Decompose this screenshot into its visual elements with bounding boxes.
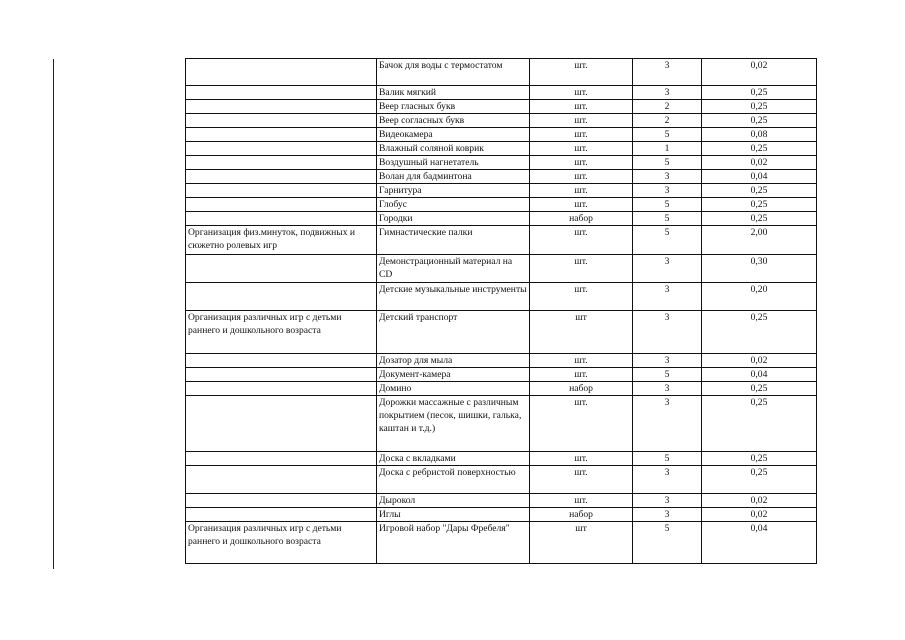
table-row	[186, 86, 817, 100]
quantity-cell: 3	[633, 311, 702, 354]
unit-cell: шт.	[530, 255, 633, 283]
item-name: Бачок для воды с термостатом	[377, 59, 530, 86]
item-name: Веер гласных букв	[377, 100, 530, 114]
activity-cell	[186, 156, 377, 170]
quantity-cell: 3	[633, 184, 702, 198]
quantity-cell: 5	[633, 522, 702, 564]
activity-cell	[186, 382, 377, 396]
table-row	[186, 128, 817, 142]
value-cell: 0,25	[702, 452, 817, 466]
table-row	[186, 354, 817, 368]
activity-cell	[186, 283, 377, 311]
quantity-cell: 5	[633, 368, 702, 382]
item-name: Волан для бадминтона	[377, 170, 530, 184]
unit-cell: шт.	[530, 59, 633, 86]
table-row	[186, 494, 817, 508]
unit-cell: набор	[530, 382, 633, 396]
activity-cell	[186, 86, 377, 100]
table-row	[186, 142, 817, 156]
table-row	[186, 59, 817, 86]
item-name: Воздушный нагнетатель	[377, 156, 530, 170]
activity-cell: Организация различных игр с детьми раннего и дошкольного возраста	[186, 311, 377, 354]
quantity-cell: 5	[633, 212, 702, 226]
table-row	[186, 452, 817, 466]
value-cell: 0,25	[702, 396, 817, 452]
activity-cell	[186, 100, 377, 114]
unit-cell: шт.	[530, 354, 633, 368]
item-name: Влажный соляной коврик	[377, 142, 530, 156]
unit-cell: шт	[530, 522, 633, 564]
value-cell: 0,25	[702, 311, 817, 354]
activity-cell	[186, 494, 377, 508]
value-cell: 0,25	[702, 86, 817, 100]
value-cell: 0,25	[702, 198, 817, 212]
unit-cell: шт	[530, 311, 633, 354]
item-name: Веер согласных букв	[377, 114, 530, 128]
table-row	[186, 212, 817, 226]
quantity-cell: 3	[633, 494, 702, 508]
table-row	[186, 100, 817, 114]
quantity-cell: 1	[633, 142, 702, 156]
unit-cell: шт.	[530, 452, 633, 466]
value-cell: 0,04	[702, 170, 817, 184]
item-name: Валик мягкий	[377, 86, 530, 100]
value-cell: 0,25	[702, 382, 817, 396]
table-row	[186, 466, 817, 494]
table-row	[186, 522, 817, 564]
unit-cell: шт.	[530, 226, 633, 255]
table-row	[186, 170, 817, 184]
unit-cell: набор	[530, 212, 633, 226]
equipment-table	[185, 58, 817, 564]
item-name: Городки	[377, 212, 530, 226]
value-cell: 0,02	[702, 156, 817, 170]
item-name: Детские музыкальные инструменты	[377, 283, 530, 311]
quantity-cell: 2	[633, 114, 702, 128]
activity-cell	[186, 142, 377, 156]
table-row	[186, 156, 817, 170]
value-cell: 0,08	[702, 128, 817, 142]
quantity-cell: 3	[633, 382, 702, 396]
value-cell: 0,20	[702, 283, 817, 311]
activity-cell	[186, 170, 377, 184]
activity-cell: Организация различных игр с детьми раннего и дошкольного возраста	[186, 522, 377, 564]
table-row	[186, 114, 817, 128]
quantity-cell: 5	[633, 156, 702, 170]
item-name: Иглы	[377, 508, 530, 522]
quantity-cell: 2	[633, 100, 702, 114]
activity-cell	[186, 114, 377, 128]
value-cell: 0,25	[702, 142, 817, 156]
activity-cell	[186, 212, 377, 226]
unit-cell: шт.	[530, 184, 633, 198]
activity-cell	[186, 466, 377, 494]
unit-cell: шт.	[530, 156, 633, 170]
table-row	[186, 226, 817, 255]
quantity-cell: 5	[633, 198, 702, 212]
quantity-cell: 5	[633, 226, 702, 255]
table-row	[186, 396, 817, 452]
quantity-cell: 3	[633, 354, 702, 368]
unit-cell: набор	[530, 508, 633, 522]
activity-cell	[186, 59, 377, 86]
unit-cell: шт.	[530, 283, 633, 311]
value-cell: 0,04	[702, 522, 817, 564]
table-row	[186, 184, 817, 198]
item-name: Домино	[377, 382, 530, 396]
activity-cell: Организация физ.минуток, подвижных и сюжетно ролевых игр	[186, 226, 377, 255]
value-cell: 0,25	[702, 100, 817, 114]
activity-cell	[186, 396, 377, 452]
activity-cell	[186, 368, 377, 382]
value-cell: 0,30	[702, 255, 817, 283]
quantity-cell: 3	[633, 396, 702, 452]
quantity-cell: 3	[633, 466, 702, 494]
unit-cell: шт.	[530, 170, 633, 184]
activity-cell	[186, 184, 377, 198]
activity-cell	[186, 128, 377, 142]
value-cell: 0,25	[702, 184, 817, 198]
value-cell: 0,04	[702, 368, 817, 382]
item-name: Дозатор для мыла	[377, 354, 530, 368]
quantity-cell: 3	[633, 86, 702, 100]
unit-cell: шт.	[530, 198, 633, 212]
value-cell: 0,25	[702, 212, 817, 226]
item-name: Доска с вкладками	[377, 452, 530, 466]
activity-cell	[186, 255, 377, 283]
quantity-cell: 3	[633, 255, 702, 283]
quantity-cell: 3	[633, 170, 702, 184]
item-name: Видеокамера	[377, 128, 530, 142]
table-row	[186, 508, 817, 522]
unit-cell: шт.	[530, 86, 633, 100]
activity-cell	[186, 508, 377, 522]
value-cell: 0,02	[702, 354, 817, 368]
value-cell: 0,25	[702, 466, 817, 494]
quantity-cell: 3	[633, 283, 702, 311]
activity-cell	[186, 452, 377, 466]
item-name: Доска с ребристой поверхностью	[377, 466, 530, 494]
table-row	[186, 283, 817, 311]
unit-cell: шт.	[530, 114, 633, 128]
item-name: Демонстрационный материал на CD	[377, 255, 530, 283]
item-name: Документ-камера	[377, 368, 530, 382]
table-row	[186, 368, 817, 382]
table-row	[186, 311, 817, 354]
item-name: Гарнитура	[377, 184, 530, 198]
item-name: Дорожки массажные с различным покрытием (песок, шишки, галька, каштан и т.д.)	[377, 396, 530, 452]
item-name: Дырокол	[377, 494, 530, 508]
unit-cell: шт.	[530, 100, 633, 114]
item-name: Детский транспорт	[377, 311, 530, 354]
unit-cell: шт.	[530, 142, 633, 156]
table-row	[186, 382, 817, 396]
activity-cell	[186, 354, 377, 368]
item-name: Игровой набор "Дары Фребеля"	[377, 522, 530, 564]
quantity-cell: 5	[633, 452, 702, 466]
quantity-cell: 3	[633, 59, 702, 86]
unit-cell: шт.	[530, 494, 633, 508]
item-name: Глобус	[377, 198, 530, 212]
unit-cell: шт.	[530, 128, 633, 142]
unit-cell: шт.	[530, 368, 633, 382]
table-row	[186, 255, 817, 283]
unit-cell: шт.	[530, 396, 633, 452]
value-cell: 0,02	[702, 494, 817, 508]
item-name: Гимнастические палки	[377, 226, 530, 255]
unit-cell: шт.	[530, 466, 633, 494]
page-margin-line	[53, 59, 54, 569]
quantity-cell: 3	[633, 508, 702, 522]
quantity-cell: 5	[633, 128, 702, 142]
table-row	[186, 198, 817, 212]
value-cell: 2,00	[702, 226, 817, 255]
value-cell: 0,02	[702, 508, 817, 522]
activity-cell	[186, 198, 377, 212]
value-cell: 0,02	[702, 59, 817, 86]
value-cell: 0,25	[702, 114, 817, 128]
